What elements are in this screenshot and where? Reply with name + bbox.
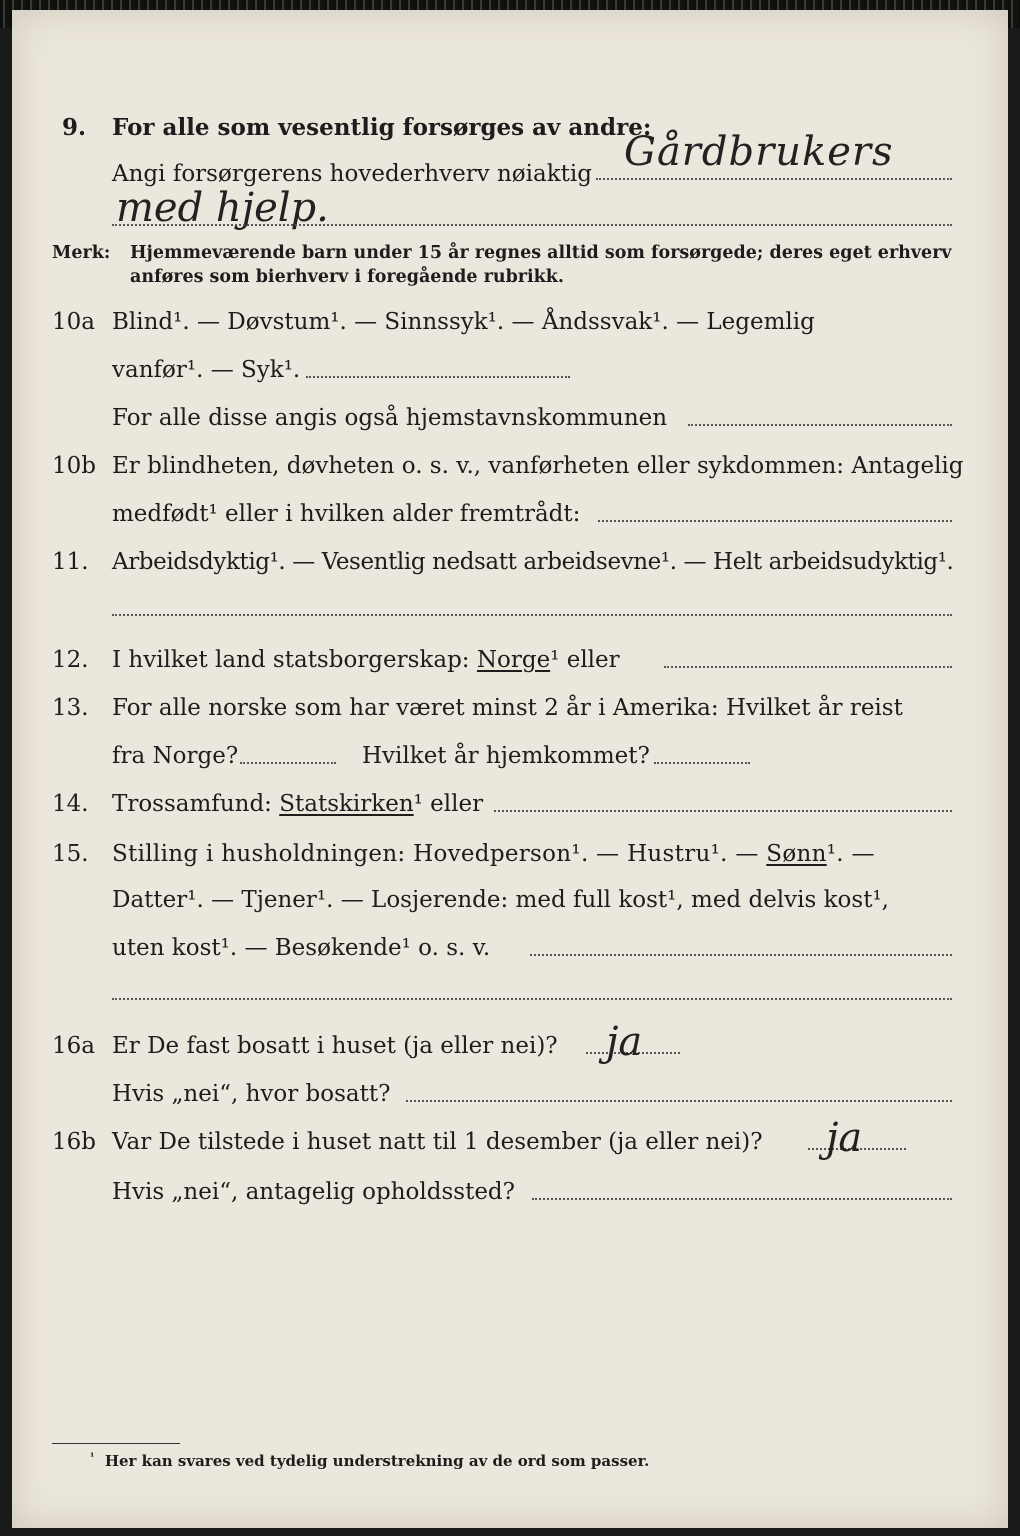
q10b-line-1: Er blindheten, døvheten o. s. v., vanførheten eller sykdommen: Antagelig xyxy=(112,453,964,479)
q12-text: I hvilket land statsborgerskap: xyxy=(112,647,477,673)
q16b-line-2: Hvis „nei“, antagelig opholdssted? xyxy=(112,1179,515,1205)
q13-line-2b: Hvilket år hjemkommet? xyxy=(362,743,650,769)
q15-number: 15. xyxy=(52,841,89,867)
q10a-number: 10a xyxy=(52,309,95,335)
q10a-line-3: For alle disse angis også hjemstavnskommunen xyxy=(112,405,668,431)
q16a-handwritten-answer: ja xyxy=(606,1019,643,1065)
q15-sonn-underlined: Sønn xyxy=(766,841,827,867)
q13-number: 13. xyxy=(52,695,89,721)
q13-year-left-line xyxy=(240,760,336,764)
q11-answer-line xyxy=(112,612,952,616)
q15-line-1-text: Stilling i husholdningen: Hovedperson¹. — Hustru¹. — xyxy=(112,841,767,867)
footnote-text: Her kan svares ved tydelig understrekning av de ord som passer. xyxy=(104,1452,650,1470)
q15-answer-line-2 xyxy=(112,996,952,1000)
merk-label: Merk: xyxy=(52,243,111,263)
q12-norge-underlined: Norge xyxy=(476,647,551,673)
footnote-rule xyxy=(52,1443,180,1444)
q15-line-1-post: ¹. — xyxy=(826,841,875,867)
q14-line xyxy=(112,790,483,818)
q13-year-returned-line xyxy=(654,760,750,764)
q10a-answer-line xyxy=(306,374,570,378)
q14-number: 14. xyxy=(52,791,89,817)
q14-text-post: ¹ eller xyxy=(413,791,484,817)
q16a-line-1: Er De fast bosatt i huset (ja eller nei)? xyxy=(112,1033,558,1059)
q9-handwritten-answer-a: Gårdbrukers xyxy=(624,129,894,175)
q10a-line-1: Blind¹. — Døvstum¹. — Sinnssyk¹. — Åndssvak¹. — Legemlig xyxy=(112,309,815,335)
q15-line-2: Datter¹. — Tjener¹. — Losjerende: med full kost¹, med delvis kost¹, xyxy=(112,887,889,913)
q10a-hometown-line xyxy=(688,422,952,426)
q14-answer-line xyxy=(494,808,952,812)
q10b-line-2: medfødt¹ eller i hvilken alder fremtrådt: xyxy=(112,501,581,527)
q13-line-1: For alle norske som har været minst 2 år i Amerika: Hvilket år reist xyxy=(112,695,903,721)
q14-text: Trossamfund: xyxy=(112,791,280,817)
q16b-location-line xyxy=(532,1196,952,1200)
q16a-line-2: Hvis „nei“, hvor bosatt? xyxy=(112,1081,391,1107)
q9-heading: For alle som vesentlig forsørges av andre: xyxy=(112,114,652,141)
q16b-number: 16b xyxy=(52,1129,96,1155)
q11-number: 11. xyxy=(52,549,89,575)
q9-answer-line-2 xyxy=(112,222,952,226)
q9-handwritten-answer-b: med hjelp. xyxy=(116,185,329,231)
q16a-number: 16a xyxy=(52,1033,95,1059)
q16b-handwritten-answer: ja xyxy=(826,1115,863,1161)
q16a-residence-line xyxy=(406,1098,952,1102)
q10b-answer-line xyxy=(598,518,952,522)
q13-line-2a: fra Norge? xyxy=(112,743,239,769)
q15-line-1 xyxy=(112,840,875,868)
q12-line xyxy=(112,646,620,674)
q11-line-1: Arbeidsdyktig¹. — Vesentlig nedsatt arbeidsevne¹. — Helt arbeidsudyktig¹. xyxy=(112,549,954,575)
footnote xyxy=(90,1452,649,1470)
q10a-line-2: vanfør¹. — Syk¹. xyxy=(112,357,301,383)
q9-answer-line xyxy=(596,176,952,180)
q10b-number: 10b xyxy=(52,453,96,479)
merk-line-1: Hjemmeværende barn under 15 år regnes alltid som forsørgede; deres eget erhverv xyxy=(130,243,952,263)
q12-answer-line xyxy=(664,664,952,668)
q14-statskirken-underlined: Statskirken xyxy=(279,791,414,817)
q12-text-post: ¹ eller xyxy=(550,647,620,673)
q15-answer-line xyxy=(530,952,952,956)
q16b-line-1: Var De tilstede i huset natt til 1 desember (ja eller nei)? xyxy=(112,1129,763,1155)
q9-question: Angi forsørgerens hovederhverv nøiaktig xyxy=(112,161,592,187)
q15-line-3: uten kost¹. — Besøkende¹ o. s. v. xyxy=(112,935,491,961)
footnote-mark: ¹ xyxy=(90,1452,95,1463)
q12-number: 12. xyxy=(52,647,89,673)
merk-line-2: anføres som bierhverv i foregående rubrikk. xyxy=(130,267,565,287)
q9-number: 9. xyxy=(62,114,87,141)
